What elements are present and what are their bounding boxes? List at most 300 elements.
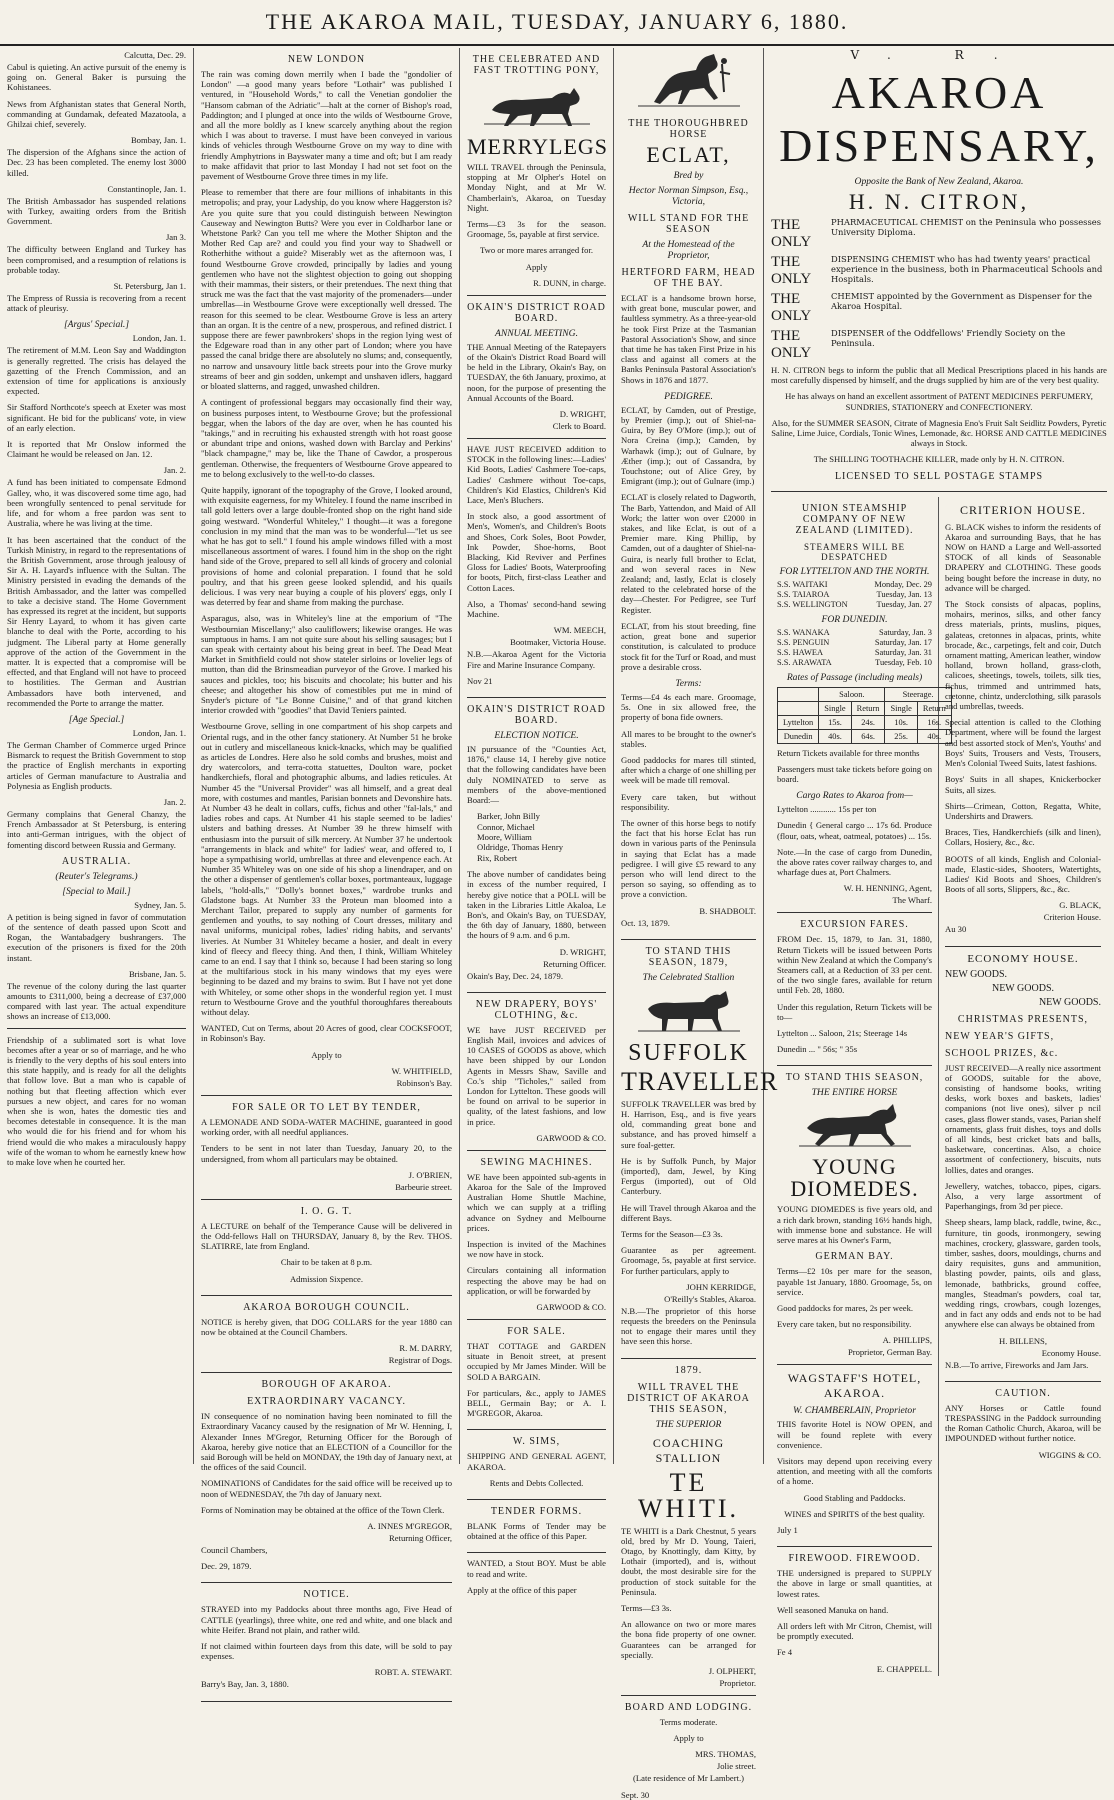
ad-text: THE Annual Meeting of the Ratepayers of the Okain's District Road Board will be held in the Library, Okain's Bay, on TUESDAY, the 6th January, proximo, at noon, for the purpose of presenting the Annual Accounts of the Board.	[467, 341, 606, 403]
ad-heading: SCHOOL PRIZES, &c.	[945, 1047, 1059, 1059]
ad-text: Good paddocks for mares, 2s per week.	[777, 1302, 914, 1313]
ad-text: Terms for the Season—£3 3s.	[621, 1229, 723, 1239]
ad-heading: I. O. G. T.	[300, 1205, 353, 1217]
section-label: [Special to Mail.]	[62, 885, 131, 897]
ad-heading: NEW YEAR'S GIFTS,	[945, 1030, 1055, 1042]
news-paragraph: The Empress of Russia is recovering from a recent attack of pleurisy.	[7, 293, 186, 314]
ad-signature: GARWOOD & CO.	[536, 1302, 606, 1313]
ad-subheading: W. CHAMBERLAIN, Proprietor	[793, 1405, 916, 1417]
ad-text: Admission Sixpence.	[289, 1273, 364, 1284]
horse-name: MERRYLEGS	[467, 134, 609, 159]
ad-text: H. N. CITRON begs to inform the public that all Medical Prescriptions placed in his hands are most carefully dispensed by himself, and the drugs supplied by him are of the very best quality.	[771, 365, 1107, 386]
ad-tender-forms	[467, 1506, 606, 1553]
ad-date: Barry's Bay, Jan. 3, 1880.	[201, 1679, 289, 1690]
ad-merrylegs	[467, 54, 609, 296]
ad-text: ANY Horses or Cattle found TRESPASSING in the Paddock surrounding the Roman Catholic Church, Akaroa, will be IMPOUNDED without further notice.	[945, 1402, 1101, 1444]
ad-signature: WIGGINS & CO.	[1038, 1449, 1101, 1460]
only-claim	[771, 291, 1107, 325]
ad-text: Well seasoned Manuka on hand.	[777, 1604, 889, 1615]
table-row: Lyttelton 15s. 24s. 10s. 16s.	[778, 715, 952, 729]
ad-text: Terms—£2 10s per mare for the season, payable 1st January, 1880. Groomage, 5s, on service.	[777, 1266, 932, 1297]
ad-board-lodging	[621, 1702, 756, 1800]
ad-date: Fe 4	[777, 1647, 793, 1658]
ad-subheading: Terms:	[675, 677, 702, 689]
ad-text: An allowance on two or more mares the bona fide property of one owner. Guarantees can be arranged for specially.	[621, 1619, 756, 1660]
ad-signature: Returning Officer.	[543, 958, 606, 969]
ad-excursion-fares	[777, 919, 932, 1066]
ad-text: THAT COTTAGE and GARDEN situate in Benoit street, at present occupied by Mr James Minder. Will be SOLD A BARGAIN.	[467, 1341, 606, 1382]
column-dispensary	[764, 48, 1114, 1674]
ad-text: WANTED, a Stout BOY. Must be able to read and write.	[467, 1558, 606, 1579]
ad-text: Terms—£3 3s.	[621, 1603, 672, 1614]
ad-firewood	[777, 1553, 932, 1673]
ad-heading: FOR SALE OR TO LET BY TENDER,	[232, 1101, 421, 1113]
ad-signature: JOHN KERRIDGE,	[686, 1281, 756, 1292]
ad-text: ECLAT is a handsome brown horse, with great bone, muscular power, and faultless symmetry. As a three-year-old he took First Prize at the Tasmanian Pastoral Association's Show, and since that time he has taken First Prize in his class and against all comers at the Banks Peninsula Pastoral Association's Shows in 1876 and 1877.	[621, 293, 756, 385]
goods-line: NEW GOODS.	[945, 968, 1008, 980]
ad-economy-house	[945, 953, 1101, 1382]
ad-signature: WM. MEECH,	[553, 625, 606, 636]
ad-text: BLANK Forms of Tender may be obtained at the office of this Paper.	[467, 1521, 606, 1542]
ad-signature: Registrar of Dogs.	[388, 1355, 452, 1366]
only-claim	[771, 254, 1107, 288]
news-paragraph: News from Afghanistan states that General North, commanding at Gundamak, defeated Mazatoola, a Ghilzai chief, severely.	[7, 98, 186, 130]
ad-heading: OKAIN'S DISTRICT ROAD BOARD.	[467, 301, 606, 324]
ad-subheading: At the Homestead of the Proprietor,	[642, 239, 735, 261]
ad-signature: Returning Officer,	[389, 1532, 452, 1543]
ad-signature: Criterion House.	[1043, 912, 1101, 923]
ad-text: (Late residence of Mr Lambert.)	[633, 1773, 744, 1784]
ad-subheading: Cargo Rates to Akaroa from—	[796, 790, 913, 802]
ad-date: Okain's Bay, Dec. 24, 1879.	[467, 970, 563, 981]
ad-signature: Proprietor, German Bay.	[847, 1347, 932, 1358]
ad-text: Chair to be taken at 8 p.m.	[280, 1257, 373, 1268]
column-new-london	[194, 48, 460, 1690]
ad-heading: GERMAN BAY.	[815, 1251, 894, 1263]
ad-text: Lyttelton ............ 15s per ton	[777, 804, 877, 815]
section-label: [Argus' Special.]	[63, 319, 130, 331]
only-label: THE ONLY	[771, 328, 812, 361]
ad-signature: H. BILLENS,	[999, 1335, 1047, 1346]
list-item: Moore, William	[477, 831, 532, 842]
ad-signature: Jolie street.	[716, 1761, 756, 1772]
ad-subheading: THE ENTIRE HORSE	[811, 1087, 898, 1099]
ad-heading: SEWING MACHINES.	[480, 1156, 593, 1168]
rearing-horse-icon	[634, 52, 744, 112]
ad-sims	[467, 1436, 606, 1500]
ad-text: He is by Suffolk Punch, by Major (imported), dam, Jewel, by King Fergus (imported), out of Old Canterbury.	[621, 1155, 756, 1197]
ad-borough-council	[201, 1302, 452, 1373]
ad-signature: D. WRIGHT,	[559, 409, 606, 420]
only-text: PHARMACEUTICAL CHEMIST on the Peninsula who possesses University Diploma.	[831, 217, 1102, 237]
ad-text: Terms—£3 3s for the season. Groomage, 5s, payable at first service.	[467, 219, 606, 240]
ad-date: July 1	[777, 1524, 798, 1535]
ad-text: IN consequence of no nomination having been nominated to fill the Extraordinary Vacancy caused by the resignation of Mr W. Henning, I, Alexander Innes M'Gregor, Returning Officer for the Borough of Akaroa, hereby give notice that an ELECTION of a Councillor for the said Borough will be held on MONDAY, the 19th day of January next, at the offices of the said Council.	[201, 1411, 452, 1473]
dispensary-split-columns	[771, 497, 1107, 1676]
ad-te-whiti	[621, 1365, 756, 1696]
article-paragraph: Asparagus, also, was in Whiteley's line at the emporium of "The Westbournian Miscellany;" also cauliflowers; likewise oranges. He was sumptuous in hams. I am not quite sure about his selling sausages; but I can speak with certainty about his being great in beef. The Dead Meat Market in Smithfield could not show stateler sirloins or lovelier legs of mutton, than did the Brinsmeadian purveyor of the Grove. I marked his sauces and pickles, too; his biscuits and chocolate; his butter and his cheese; and altogether his show of comestibles put me in mind of Snyder's picture of "Le Bonne Cuisine," and of that grand kitchen interior crowded with "goodies" that David Teniers painted.	[201, 613, 452, 716]
only-claim	[771, 328, 1107, 362]
ad-drapery	[467, 999, 606, 1151]
news-paragraph: The German Chamber of Commerce urged Prince Bismarck to request the British Government to stop the practice of English merchants in exporting articles of German manufacture to Australia and Polynesia as English products.	[7, 739, 186, 791]
ad-union-steamship	[777, 502, 946, 914]
ad-text: Circulars containing all information respecting the above may be had on application, or will be forwarded by	[467, 1265, 606, 1296]
ad-text: Boys' Suits in all shapes, Knickerbocker Suits, all sizes.	[945, 774, 1101, 795]
table-header-row: Single Return Single Return	[778, 701, 952, 715]
news-paragraph: The revenue of the colony during the last quarter amounts to £311,000, being a decrease of £37,000 compared with last year. The actual expenditure shows an increase of £13,000.	[7, 980, 186, 1022]
ad-signature: GARWOOD & CO.	[536, 1132, 606, 1143]
ad-text: Dunedin { General cargo ... 17s 6d. Produce (flour, oats, wheat, oatmeal, potatoes) ... 15s.	[777, 820, 932, 841]
ad-subheading: THE SUPERIOR	[655, 1418, 722, 1430]
ad-text: For particulars, &c., apply to JAMES BELL, Germain Bay; or A. I. M'GREGOR, Akaroa.	[467, 1387, 606, 1419]
ad-text: G. BLACK wishes to inform the residents of Akaroa and surrounding Bays, that he has NOW on HAND a Large and Well-assorted STOCK of all kinds of Seasonable DRAPERY and CLOTHING. These goods being bought before the increase in duty, no advance will be charged.	[945, 521, 1101, 593]
ad-text: The owner of this horse begs to notify the fact that his horse Eclat has run down in various parts of the Peninsula in saying that Eclat has a made pedigree. I will give £5 reward to any person who will lend direct to the person so saying, so offending as to prove a conviction.	[621, 817, 756, 900]
article-paragraph: Quite happily, ignorant of the topography of the Grove, I looked around, with exquisite eagerness, for my Whiteley. I found the name inscribed in tall gold letters over a large double-fronted shop on the right hand side going westward. "Wonderful Whiteley," I thought—it was a foregone conclusion in my mind that the man was to be wonderful—"let us see what he has got to sell." I found his ample windows filled with a most miscellaneous assortment of wares. I found him in the shop on the right hand side of the Grove, prepared to sell all kinds of grocery and colonial provisions of home and colonial preparation. I found that he sold poultry, and that his green geese looked splendid, and his quails delicious. I was very near buying a couple of his plovers' eggs, only I was deterred by fear and shame from making the purchase.	[201, 484, 452, 608]
royal-cipher: V. R.	[850, 48, 1028, 62]
ad-text: THIS favorite Hotel is NOW OPEN, and will be found replete with every convenience.	[777, 1419, 932, 1450]
ad-text: Lyttelton ... Saloon, 21s; Steerage 14s	[777, 1028, 908, 1039]
ad-signature: W. H. HENNING, Agent,	[843, 883, 932, 894]
ad-text: In stock also, a good assortment of Men's, Women's, and Children's Boots and Shoes, Cork Soles, Boot Powder, Ink Powder, Shoe-horns, Boot Blacking, Kid Reviver and Perfines Gloss for Ladies' Boots, Waterproofing for boots, Pitch, first-class Leather and Cotton Laces.	[467, 511, 606, 593]
ad-signature: R. M. DARRY,	[399, 1343, 452, 1354]
list-item: Barker, John Billy	[477, 811, 540, 822]
only-claim	[771, 217, 1107, 251]
ad-eclat	[621, 52, 756, 940]
column-telegrams	[0, 48, 194, 1464]
ad-text: N.B.—To arrive, Fireworks and Jam Jars.	[945, 1359, 1089, 1370]
ad-text: Apply to	[673, 1733, 704, 1744]
only-text: CHEMIST appointed by the Government as Dispenser for the Akaroa Hospital.	[831, 291, 1092, 311]
ad-heading: FOR SALE.	[507, 1326, 566, 1338]
ad-text: The SHILLING TOOTHACHE KILLER, made only by H. N. CITRON.	[813, 454, 1065, 465]
ad-text: He has always on hand an excellent assortment of PATENT MEDICINES PERFUMERY, SUNDRIES, STATIONERY and CONFECTIONERY.	[785, 391, 1093, 412]
table-row: Dunedin 40s. 64s. 25s. 40s.	[778, 729, 952, 743]
ad-date: Nov 21	[467, 675, 493, 686]
ad-extraordinary-vacancy	[201, 1379, 452, 1583]
dateline: St. Petersburg, Jan 1.	[113, 281, 186, 292]
ad-subheading: Bred by	[673, 170, 704, 181]
ad-signature: ROBT. A. STEWART.	[374, 1667, 452, 1678]
ad-text: He will Travel through Akaroa and the different Bays.	[621, 1202, 756, 1223]
ad-lemonade-machine	[201, 1102, 452, 1200]
ad-heading: BOROUGH OF AKAROA.	[261, 1379, 392, 1391]
ad-text: N.B.—Akaroa Agent for the Victoria Fire and Marine Insurance Company.	[467, 649, 606, 670]
left-subcolumn	[771, 497, 946, 1676]
dateline: Sydney, Jan. 5.	[134, 899, 186, 910]
ad-text: All mares to be brought to the owner's stables.	[621, 728, 756, 749]
ad-text: Note.—In the case of cargo from Dunedin, the above rates cover railway charges to, and wharfage dues at, Port Chalmers.	[777, 846, 932, 878]
ad-suffolk-traveller	[621, 945, 779, 1359]
ad-signature: B. SHADBOLT.	[699, 905, 756, 916]
dateline: London, Jan. 1.	[132, 727, 186, 738]
ad-heading: UNION STEAMSHIP COMPANY OF NEW ZEALAND (LIMITED).	[795, 502, 914, 536]
ad-text: N.B.—The proprietor of this horse requests the breeders on the Peninsula not to engage their mares until they have seen this horse.	[621, 1305, 756, 1347]
ad-text: SUFFOLK TRAVELLER was bred by H. Harrison, Esq., and is five years old, commanding great bone and substance, and has proved himself a sure foal-getter.	[621, 1098, 756, 1150]
ad-signature: A. PHILLIPS,	[882, 1335, 932, 1346]
ad-text: Good Stabling and Paddocks.	[803, 1492, 906, 1503]
list-item: Rix, Robert	[477, 852, 518, 863]
ad-heading: TO STAND THIS SEASON,	[785, 1072, 924, 1084]
ad-wanted-boy	[467, 1558, 606, 1595]
ad-text: ECLAT, by Camden, out of Prestige, by Premier (imp.); out of Shiel-na-Guira, by Bey O'More (imp.); out of Nora Creina (imp.); Camden, by Warhawk (imp.); out of Gulnare, by Æther (imp.); out of Cassandra, by Touchstone; out of Alice Grey, by Emigrant (imp.); out of Gulnare (imp.)	[621, 404, 756, 487]
news-paragraph: The retirement of M.M. Leon Say and Waddington is generally regretted. The crisis has delayed the gazetting of the French Commission, and an extension of time for applications is anxiously expected.	[7, 345, 186, 397]
ad-text: Every care taken, but no responsibility.	[777, 1319, 912, 1330]
ad-date: Dec. 29, 1879.	[201, 1561, 252, 1572]
ad-signature: E. CHAPPELL.	[876, 1663, 932, 1674]
ad-signature: The Wharf.	[892, 895, 932, 906]
ship-row: S.S. WANAKA Saturday, Jan. 3	[777, 627, 932, 637]
ship-row: S.S. WAITAKI Monday, Dec. 29	[777, 579, 932, 589]
ship-row: S.S. WELLINGTON Tuesday, Jan. 27	[777, 599, 932, 609]
trotting-horse-icon	[482, 80, 592, 132]
ad-text: NOMINATIONS of Candidates for the said office will be received up to noon of WEDNESDAY, the 7th day of January next.	[201, 1478, 452, 1499]
ad-text: Apply to	[311, 1049, 342, 1060]
ad-okain-annual	[467, 302, 606, 439]
dateline: London, Jan. 1.	[132, 333, 186, 344]
ad-signature: D. WRIGHT,	[559, 946, 606, 957]
ad-text: A LECTURE on behalf of the Temperance Cause will be delivered in the Odd-fellows Hall on THURSDAY, January 8, by the Rev. THOS. SLATIRRE, late from England.	[201, 1220, 452, 1252]
ad-heading: FIREWOOD. FIREWOOD.	[788, 1553, 921, 1565]
ad-heading: THE CELEBRATED AND FAST TROTTING PONY,	[472, 54, 601, 76]
ad-sewing	[467, 1157, 606, 1320]
ad-text: Passengers must take tickets before going on board.	[777, 763, 932, 785]
ad-text: Visitors may depend upon receiving every attention, and meeting with all the comforts of a home.	[777, 1455, 932, 1487]
ad-text: BOOTS of all kinds, English and Colonial-made, Elastic-sides, Shooters, Watertights, Ladies' Kid Boots and Shoes, Children's Boots of all sorts, Slippers, &c., &c.	[945, 853, 1101, 895]
ad-text: THE undersigned is prepared to SUPPLY the above in large or small quantities, at lowest rates.	[777, 1568, 932, 1599]
ad-text: Apply at the office of this paper	[467, 1584, 577, 1595]
ad-signature: Economy House.	[1041, 1347, 1101, 1358]
ad-text: WINES and SPIRITS of the best quality.	[784, 1508, 925, 1519]
dateline: Constantinople, Jan. 1.	[107, 183, 186, 194]
horse-name: TRAVELLER	[621, 1066, 779, 1096]
dateline: Jan. 2.	[163, 796, 186, 807]
ad-text: WILL TRAVEL through the Peninsula, stopping at Mr Olpher's Hotel on Monday Night, and at Mr W. Chamberlain's, Akaroa, on Tuesday Night.	[467, 162, 606, 213]
ship-row: S.S. TAIAROA Tuesday, Jan. 13	[777, 589, 932, 599]
ad-iogt	[201, 1206, 452, 1296]
ad-heading: TO STAND THIS SEASON, 1879,	[645, 945, 732, 968]
only-label: THE ONLY	[771, 291, 812, 324]
ad-text: Every care taken, but without responsibility.	[621, 791, 756, 812]
ad-text: Under this regulation, Return Tickets will be to—	[777, 1001, 932, 1022]
ad-text: Shirts—Crimean, Cotton, Regatta, White, Undershirts and Drawers.	[945, 800, 1101, 821]
dateline: Calcutta, Dec. 29.	[124, 50, 186, 60]
ad-heading: TENDER FORMS.	[490, 1506, 583, 1518]
article-paragraph: Westbourne Grove, selling in one compartment of his shop carpets and Oriental rugs, and in the other fancy stationery. At Number 51 he broke out in cutlery and miscellaneous knick-knacks, which may be qualified as articles de Londres. Here also he sold combs and brushes, moist and dry watercolors, and terra-cotta statuettes, Doulton ware, pocket handkerchiefs, floral and photographic albums, and ladies reticules. At Number 45 the "Universal Provider" was all himself, and a great deal more, with costumes and mantles, Parisian bonnets and Devonshire hats. At Number 43 he dealt in collars, cuffs, fichus and other "fal-lals," and ladies robes and caps. At Number 41 his staple seemed to be ladies' ulsters and bathing dresses. At Number 39 he threw himself with enthusiasm into the pursuit of silk mercery. At Number 37 he undertook "arrangements in black and white" for ladies' wear, and offered to, I hope a sympathising world, umbrellas at three and elevenpence each. At Number 35 Whiteley was on one side of his shop a linendraper, and on the other a dispenser of gentlemen's collar boxes, portmanteaux, luggage labels, "hold-alls," "Dolly's bonnet boxes," wardrobe trunks and Gladstone bags. At Number 33 the Proteun man bloomed into a Merchant Tailor, prepared to supply any number of garments for gentlemen and youths, to say nothing of Court dresses, military and naval uniforms, municipal robes, ladies' riding habits, and servants' liveries. At Number 31 Whiteley became a hosier, and dealt in every kind of fleecy and fleecy thing. And then, I think, William Whiteley came to an end. I say that I think so, because I had been staring so long at the multifarious stock in his many windows that my eyes were beginning to be dazed and my brains to swim. But I have not yet done with Whiteley, or some other shops in the wonderful region yet. I must return to Westbourne Grove and the youthful thoroughfares thereabouts without delay.	[201, 721, 452, 1018]
ad-text: Tenders to be sent in not later than Tuesday, January 20, to the undersigned, from whom all particulars may be obtained.	[201, 1143, 452, 1164]
ad-subheading: ANNUAL MEETING.	[495, 327, 578, 339]
ad-okain-election	[467, 704, 606, 993]
article-paragraph: The rain was coming down merrily when I bade the "gondolier of London" —a good many years before "Lothair" was published I ventured, in "Household Words," to call the Venetian gondolier the "Hansom cabman of the Adriatic"—halt at the corner of Bishop's road, Paddington; and I plunged at once into the wilds of Westbourne Grove, and all the more boldly as I knew scarcely anything about the region which I was about to traverse. I must have been conveyed in various kinds of vehicles through Westbourne Grove on my way to dine with friendly Amphytrions in Bayswater many a time and oft; but I am ready to make affidavit that prior to last Monday I had not set foot on the pavement of Westbourne Grove three times in my life.	[201, 69, 452, 182]
ship-row: S.S. PENGUIN Saturday, Jan. 17	[777, 637, 932, 647]
news-paragraph: The dispersion of the Afghans since the action of Dec. 23 has been completed. The enemy lost 3000 killed.	[7, 147, 186, 178]
news-paragraph: It has been ascertained that the conduct of the Turkish Ministry, in regard to the representations of the British Government, arose through jealousy of Sir A. H. Layard's influence with the Sultan. The Ministry persisted in evading the demands of the British Ambassador, and the latter was compelled to take a decisive stand. The Home Government has expressed its regret at the incident, but supports Sir Henry Layard, to whom it has given carte blanche to deal with the Porte, according to his judgment. The Liberal party at Home generally approve of the action of the Government in the matter. It is expected that a compromise will be effected, and that England will not have to proceed to hostilities. The German and Austrian Ambassadors have both intervened, and recommended the Porte to arrange the matter.	[7, 534, 186, 708]
ad-subheading: The Celebrated Stallion	[642, 971, 735, 983]
ad-text: Good paddocks for mares till stinted, after which a charge of one shilling per week will be made till removal.	[621, 754, 756, 786]
ad-text: ECLAT is closely related to Dagworth, The Barb, Yattendon, and Maid of All Work; the latter won over £2000 in stakes, and like Eclat, is out of a Premier mare. King Phillip, by Camden, out of a daughter of Shiel-na-Guira, is nearly full brother to Eclat, and won several races in New Zealand; and, lastly, Eclat is closely related to the celebrated horse of the day—Chester. For Pedigree, see Turf Register.	[621, 492, 756, 615]
divider	[7, 1028, 186, 1029]
ad-heading: NOTICE.	[303, 1589, 350, 1601]
ad-subheading: FOR LYTTELTON AND THE NORTH.	[779, 565, 930, 577]
ad-meech-stock	[467, 444, 606, 698]
ad-year: 1879.	[674, 1364, 703, 1376]
list-item: Oldridge, Thomas Henry	[477, 842, 564, 853]
ad-heading: CRITERION HOUSE.	[960, 502, 1086, 517]
ad-text: WE have JUST RECEIVED per English Mail, invoices and advices of 10 CASES of GOODS as above, which have been shipped by our London Agents in Messrs Shaw, Saville and Co.'s ship "Ticholes," sailed from London for Lyttelton. These goods will be found on arrival to be superior in quality, of the latest fashions, and low in price.	[467, 1024, 606, 1127]
ad-text: Terms moderate.	[659, 1717, 718, 1728]
ad-signature: Bootmaker, Victoria House.	[510, 637, 606, 648]
dateline: Brisbane, Jan. 5.	[128, 968, 186, 979]
ad-heading: COACHING STALLION	[652, 1435, 725, 1465]
ad-text: Two or more mares arranged for.	[480, 245, 593, 256]
ad-text: Inspection is invited of the Machines we now have in stock.	[467, 1239, 606, 1260]
ad-signature: Clerk to Board.	[552, 421, 606, 432]
standing-horse-icon	[634, 987, 744, 1037]
ad-text: Forms of Nomination may be obtained at the office of the Town Clerk.	[201, 1504, 445, 1515]
ad-text: Terms—£4 4s each mare. Groomage, 5s. One in six allowed free, the property of bona fide owners.	[621, 691, 756, 723]
dispensary-title: AKAROA DISPENSARY,	[779, 67, 1099, 171]
ad-text: HAVE JUST RECEIVED addition to STOCK in the following lines:—Ladies' Kid Boots, Ladies' Cashmere Toe-caps, Ladies' Cashmere without Toe-caps, Children's Kid Elastics, Children's Kid Lace, Men's Bluchers.	[467, 444, 606, 506]
dateline: Jan 3.	[165, 232, 186, 243]
ad-subheading: Rates of Passage (including meals)	[786, 671, 923, 683]
ad-text: Braces, Ties, Handkerchiefs (silk and linen), Collars, Hosiery, &c., &c.	[945, 827, 1101, 848]
news-paragraph: It is reported that Mr Onslow informed the Claimant he would be released on Jan. 12.	[7, 439, 186, 460]
ad-text: IN pursuance of the "Counties Act, 1876," clause 14, I hereby give notice that the following candidates have been duly NOMINATED to serve as members of the above-mentioned Board:—	[467, 743, 606, 805]
ad-text: Apply	[525, 261, 548, 272]
news-paragraph: The difficulty between England and Turkey has been compromised, and a resumption of relations is probable today.	[7, 244, 186, 275]
ad-subheading: FOR DUNEDIN.	[821, 613, 888, 625]
ad-heading: CAUTION.	[995, 1387, 1051, 1399]
ad-signature: R. DUNN, in charge.	[533, 277, 606, 288]
ad-signature: Barbeurie street.	[395, 1181, 452, 1192]
section-label: [Age Special.]	[68, 713, 125, 725]
section-heading: AUSTRALIA.	[61, 855, 132, 867]
ad-for-sale	[467, 1326, 606, 1430]
ad-text: SHIPPING AND GENERAL AGENT, AKAROA.	[467, 1451, 606, 1472]
ad-subheading: Hector Norman Simpson, Esq., Victoria,	[628, 185, 749, 207]
goods-line: NEW GOODS.	[991, 982, 1055, 994]
news-paragraph: Friendship of a sublimated sort is what love becomes after a year or so of marriage, and he who is friendly to the very depths of his soul enters into this state happily, and is ready for all the delights that follow love. But a man who is capable of nothing but that fleeting affection which ever pursues a new object, and cares for no woman when she is won, hates the domestic ties and becomes detestable in consequence. It is the man who would die for his friend and for whom his friend would die who makes a miraculously happy wife of the woman to whom he earnestly knew how to make love when he courted her.	[7, 1034, 186, 1168]
ship-row: S.S. HAWEA Saturday, Jan. 31	[777, 647, 932, 657]
ad-signature: Proprietor.	[719, 1678, 756, 1689]
horse-name: YOUNG DIOMEDES.	[790, 1154, 919, 1202]
ad-subheading: ELECTION NOTICE.	[494, 729, 579, 741]
horse-name: TE WHITI.	[637, 1467, 739, 1523]
ad-caution	[945, 1388, 1101, 1460]
ad-signature: G. BLACK,	[1059, 900, 1101, 911]
horse-name: SUFFOLK	[628, 1039, 749, 1066]
ad-text: Special attention is called to the Clothing Department, where will be found the largest and best assorted stock of Men's, Youths' and Boys' Suits, Trousers and Vests, Trousers, Men's Colonial Tweed Suits, latest fashions.	[945, 717, 1101, 769]
ad-subheading: Opposite the Bank of New Zealand, Akaroa.	[854, 176, 1024, 187]
table-header-row: Saloon. Steerage.	[778, 687, 952, 701]
article-paragraph: Please to remember that there are four millions of inhabitants in this metropolis; and pray, your Ladyship, do you know where Haggerston is? Are you quite sure that you could distinguish between Newington Causeway and Newington Butts? Were you ever in Coldharbor lane or Whetstone Park? Can you tell me where the Mother Shipton and the Mother Red Cap are? and could you find your way to Shadwell or Rotherhithe without a guide? Miserably wet as the afternoon was, I found Westbourne Grove crowded, principally by ladies and young gentlemen who have not the slightest objection to going out shopping with their mammas, their sisters, or their pretendues. The next thing that struck me was the fact that the vast majority of the promenaders—under umbrellas—in Westbourne Grove were exceptionally well dressed. The reason for this seemed to be clear. Westbourne Grove is less an artery than an organ. It is the centre of a new, prosperous, and refined district. I suppose there are fewer pawnbrokers' shops in the region lying west of the Edgeware road than in any other part of London; where you have passed the canal bridge there are absolutely no slums; and, consequently, no narrow and unsavoury little back streets pour into the Grove murky streams of beer and gin sodden, unkempt and unshaven idlers, haggard or bloated slatterns, and ragged, unwashed children.	[201, 187, 452, 392]
ad-text: YOUNG DIOMEDES is five years old, and a rich dark brown, standing 16½ hands high, with immense bone and substance. He will serve mares at his Owner's Farm,	[777, 1204, 932, 1246]
ad-subheading: PEDIGREE.	[664, 390, 713, 402]
dateline: Jan. 2.	[163, 465, 186, 476]
ad-heading: W. SIMS,	[512, 1436, 561, 1448]
news-paragraph: Cabul is quieting. An active pursuit of the enemy is going on. General Baker is pursuing the Kohistanees.	[7, 62, 186, 93]
ad-heading: OKAIN'S DISTRICT ROAD BOARD.	[467, 703, 606, 726]
news-paragraph: Sir Stafford Northcote's speech at Exeter was most significant. He bid for the publicans' vote, in view of an early election.	[7, 402, 186, 433]
ad-text: STRAYED into my Paddocks about three months ago, Five Head of CATTLE (yearlings), three white, one red and white, and one black and white Heifer. Brand not plain, and rather wild.	[201, 1604, 452, 1635]
masthead: THE AKAROA MAIL, TUESDAY, JANUARY 6, 1880.	[0, 0, 1114, 46]
prancing-horse-icon	[795, 1102, 915, 1152]
ad-signature: J. OLPHERT,	[708, 1666, 756, 1677]
ad-text: Dunedin ... " 56s; " 35s	[777, 1044, 858, 1055]
ad-heading: LICENSED TO SELL POSTAGE STAMPS	[834, 470, 1044, 482]
ad-heading: EXCURSION FARES.	[800, 919, 909, 931]
candidate-list	[477, 811, 606, 863]
horse-name: ECLAT,	[646, 142, 731, 167]
ad-date: Sept. 30	[621, 1789, 650, 1800]
ad-heading: HERTFORD FARM, HEAD OF THE BAY.	[621, 267, 756, 289]
ad-notice-strayed	[201, 1589, 452, 1701]
ad-signature: MRS. THOMAS,	[695, 1749, 756, 1760]
list-item: Connor, Michael	[477, 821, 535, 832]
news-paragraph: A fund has been initiated to compensate Edmond Galley, who, it was discovered some time ago, had been wrongfully sentenced to penal servitude for life, and for whom a free pardon was sent to Australia, where he was living at the time.	[7, 477, 186, 529]
article-paragraph: A contingent of professional beggars may occasionally find their way, on business purposes intent, to Westbourne Grove; but the professional beggar, when the labors of the day are over, when he has counted his "takings," and in recruiting his exhausted strength with hot roast goose or abundant tripe and onions, washed down with Barclay and Perkins' "black champagne," may be, like the Thane of Cawdor, a prosperous gentleman. Otherwise, the frequenters of Westbourne Grove appeared to me to belong exclusively to the well-to-do classes.	[201, 397, 452, 479]
news-paragraph: The British Ambassador has suspended relations with Turkey, awaiting orders from the British Government.	[7, 195, 186, 227]
ad-heading: ECONOMY HOUSE.	[967, 952, 1079, 965]
ad-subheading: EXTRAORDINARY VACANCY.	[247, 1396, 406, 1408]
ad-text: The Stock consists of alpacas, poplins, mohairs, merinos, silks, and other fancy dress materials, prints, muslins, piques, galateas, cretonnes in alpacas, prints, white brocade, &c., carpetings, felt and coir, Dutch ornament matting, American leather, window holland, brown holland, grass-cloth, calicoes, sheetings, towels, toilets, silk ties, fichus, trimmed and untrimmed hats, cretonne, chintz, underclothing, silk parasols and umbrellas, tweeds.	[945, 599, 1101, 712]
ad-heading: WILL STAND FOR THE SEASON	[627, 213, 750, 235]
right-subcolumn	[939, 497, 1107, 1676]
ad-text: A LEMONADE AND SODA-WATER MACHINE, guaranteed in good working order, with all needful appliances.	[201, 1116, 452, 1138]
ad-heading: WAGSTAFF'S HOTEL, AKAROA.	[787, 1371, 922, 1401]
column-stallions	[614, 48, 779, 1800]
ad-text: ECLAT, from his stout breeding, fine action, great bone and superior constitution, is calculated to produce stock fit for the Turf or Road, and must prove a desirable cross.	[621, 620, 756, 672]
news-paragraph: Germany complains that General Chanzy, the French Ambassador at St Petersburg, is entering into anti-German intrigues, with the object of fomenting discord between Russia and Germany.	[7, 808, 186, 850]
ad-text: Guarantee as per agreement. Groomage, 5s, payable at first service. For further particulars, apply to	[621, 1245, 756, 1276]
ad-text: Rents and Debts Collected.	[489, 1477, 584, 1488]
goods-line: NEW GOODS.	[1038, 996, 1101, 1008]
ad-signature: J. O'BRIEN,	[408, 1169, 452, 1180]
ad-signature: W. WHITFIELD,	[391, 1065, 452, 1076]
ad-text: Also, a Thomas' second-hand sewing Machine.	[467, 598, 606, 620]
article-heading: NEW LONDON	[287, 54, 366, 65]
ad-date: Au 30	[945, 924, 967, 935]
proprietor-name: H. N. CITRON,	[848, 189, 1030, 214]
ad-heading: NEW DRAPERY, BOYS' CLOTHING, &c.	[475, 998, 598, 1021]
ad-criterion-house	[945, 503, 1101, 947]
ad-text: If not claimed within fourteen days from this date, will be sold to pay expenses.	[201, 1640, 452, 1662]
fare-table	[777, 687, 952, 744]
only-label: THE ONLY	[771, 254, 812, 287]
ad-text: Return Tickets available for three months	[777, 747, 920, 758]
only-label: THE ONLY	[771, 217, 812, 250]
ad-young-diomedes	[777, 1072, 932, 1365]
ad-heading: STEAMERS WILL BE DESPATCHED	[804, 541, 905, 562]
only-text: DISPENSER of the Oddfellows' Friendly Society on the Peninsula.	[831, 328, 1066, 348]
ad-text: NOTICE is hereby given, that DOG COLLARS for the year 1880 can now be obtained at the Council Chambers.	[201, 1316, 452, 1337]
only-text: DISPENSING CHEMIST who has had twenty years' practical experience in the business, both in Pharmaceutical Schools and Hospitals.	[831, 254, 1103, 284]
ad-text: Jewellery, watches, tobacco, pipes, cigars. Also, a very large assortment of Paperhangings, from 3d per piece.	[945, 1180, 1101, 1212]
ad-text: Sheep shears, lamp black, raddle, twine, &c., furniture, tin goods, ironmongery, sewing machines, crockery, glassware, garden tools, timber, sashes, doors, mouldings, churns and dairy requisites, guns and ammunition, blasting powder, paints, oils and glass, lemonade, bathbricks, ground coffee, mangles, Steadman's powders, coal tar, wedding rings, crowbars, cough lozenges, and in fact any odds and ends not to be had anywhere else can always be obtained from	[945, 1217, 1101, 1330]
ad-heading: WILL TRAVEL THE DISTRICT OF AKAROA THIS SEASON,	[627, 1381, 750, 1415]
ad-wagstaffs-hotel	[777, 1371, 932, 1547]
ad-date: Oct. 13, 1879.	[621, 917, 670, 928]
ad-text: FROM Dec. 15, 1879, to Jan. 31, 1880, Return Tickets will be issued between Ports within New Zealand at which the Company's Steamers call, at a Reduction of 33 per cent. of the two single fares, available for return until Feb. 28, 1880.	[777, 934, 932, 996]
ad-signature: O'Reilly's Stables, Akaroa.	[664, 1293, 756, 1304]
column-ads-a	[460, 48, 614, 1595]
ad-heading: AKAROA BOROUGH COUNCIL.	[243, 1301, 410, 1313]
ad-text: JUST RECEIVED—A really nice assortment of GOODS, suitable for the above, consisting of handsome books, writing desks, work boxes and baskets, ladies' companions (not live ones), silver p ncil cases, glass flower stands, vases, Parian shelf ornaments, glass fruit dishes, toys and dolls of all kinds, best cricket bats and balls, basketware, concertinas. Also, a choice assortment of confectionery, biscuits, nuts lollies, dates and oranges.	[945, 1062, 1101, 1175]
ad-text: Also, for the SUMMER SEASON, Citrate of Magnesia Eno's Fruit Salt Seidlitz Powders, Pyretic Saline, Lime Juice, Cordials, Tonic Wines, Lemonade, &c. HORSE AND CATTLE MEDICINES always in Stock.	[771, 417, 1107, 449]
ad-text: Council Chambers,	[201, 1544, 268, 1555]
ad-text: WANTED, Cut on Terms, about 20 Acres of good, clear COCKSFOOT, in Robinson's Bay.	[201, 1023, 452, 1044]
ad-signature: Robinson's Bay.	[396, 1077, 452, 1088]
ad-heading: BOARD AND LODGING.	[624, 1702, 753, 1714]
